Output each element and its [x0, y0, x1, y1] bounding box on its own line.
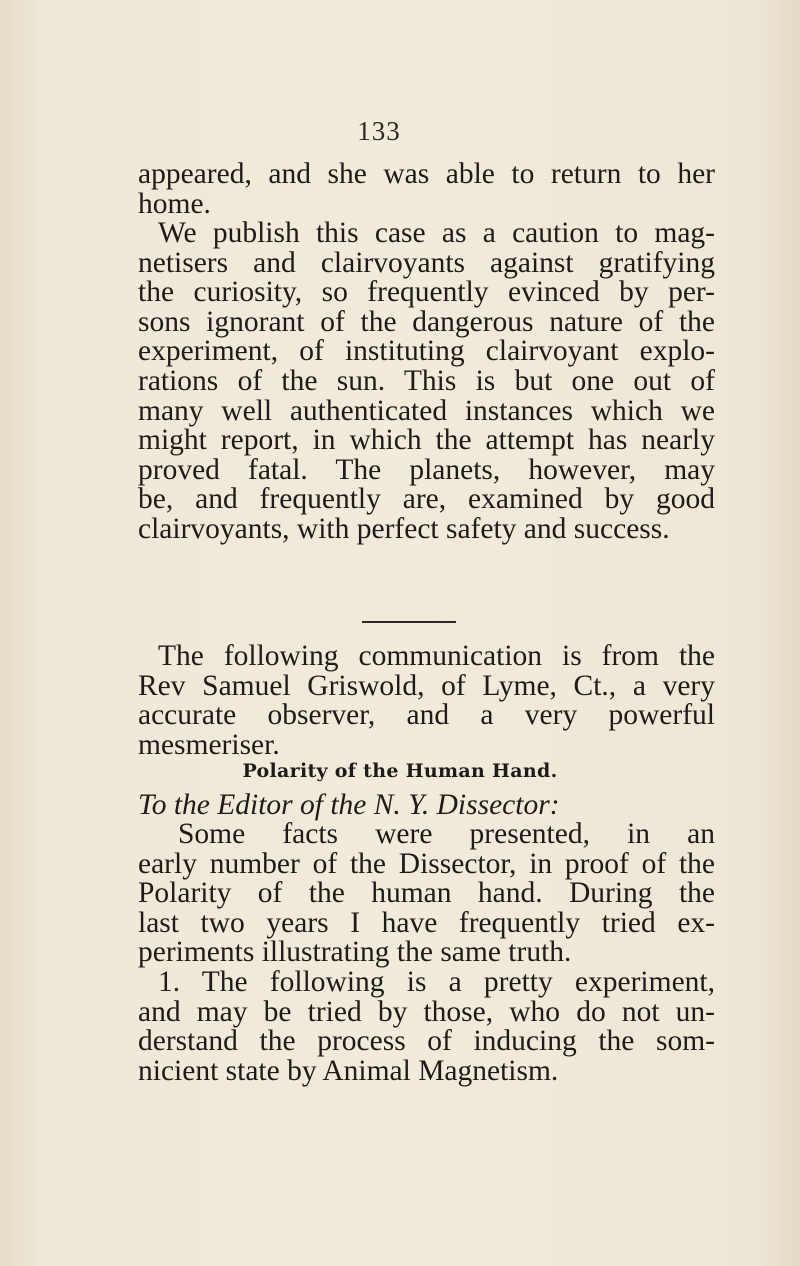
- text-line: We publish this case as a caution to mag-: [158, 217, 715, 249]
- text-line: The following communication is from the: [158, 640, 715, 672]
- text-line: last two years I have frequently tried ex-: [138, 906, 715, 939]
- text-line: 1. The following is a pretty experiment,: [158, 966, 715, 998]
- text-line: might report, in which the attempt has nearly: [138, 424, 715, 457]
- text-line: Rev Samuel Griswold, of Lyme, Ct., a very: [138, 669, 715, 702]
- text-line: accurate observer, and a very powerful: [138, 699, 715, 732]
- text-line: early number of the Dissector, in proof of the: [138, 847, 715, 880]
- text-line: rations of the sun. This is but one out of: [138, 364, 715, 397]
- text-line: periments illustrating the same truth.: [138, 936, 572, 969]
- text-line: derstand the process of inducing the som-: [138, 1025, 715, 1058]
- section-heading: Polarity of the Human Hand.: [242, 760, 558, 782]
- text-line: netisers and clairvoyants against gratifying: [138, 246, 715, 279]
- text-line: many well authenticated instances which we: [138, 394, 715, 427]
- text-line: sons ignorant of the dangerous nature of the: [138, 305, 715, 338]
- paragraph-5: [138, 968, 715, 1086]
- text-line: home.: [138, 187, 211, 220]
- letter-address: To the Editor of the N. Y. Dissector:: [138, 789, 560, 821]
- paragraph-2: [138, 219, 715, 545]
- text-line: proved fatal. The planets, however, may: [138, 453, 715, 486]
- text-line: mesmeriser.: [138, 728, 280, 761]
- text-line: Some facts were presented, in an: [178, 818, 715, 850]
- text-line: and may be tried by those, who do not un-: [138, 995, 715, 1028]
- text-line: the curiosity, so frequently evinced by per-: [138, 276, 715, 309]
- text-line: appeared, and she was able to return to her: [138, 158, 715, 190]
- text-line: clairvoyants, with perfect safety and success.: [138, 512, 670, 545]
- text-line: nicient state by Animal Magnetism.: [138, 1054, 559, 1087]
- paragraph-1: [138, 160, 715, 219]
- section-divider: [362, 621, 456, 623]
- paragraph-4: [138, 820, 715, 968]
- paragraph-3: [138, 642, 715, 760]
- text-line: Polarity of the human hand. During the: [138, 877, 715, 910]
- text-line: experiment, of instituting clairvoyant explo-: [138, 335, 715, 368]
- text-line: be, and frequently are, examined by good: [138, 483, 715, 516]
- page-number: 133: [357, 116, 401, 146]
